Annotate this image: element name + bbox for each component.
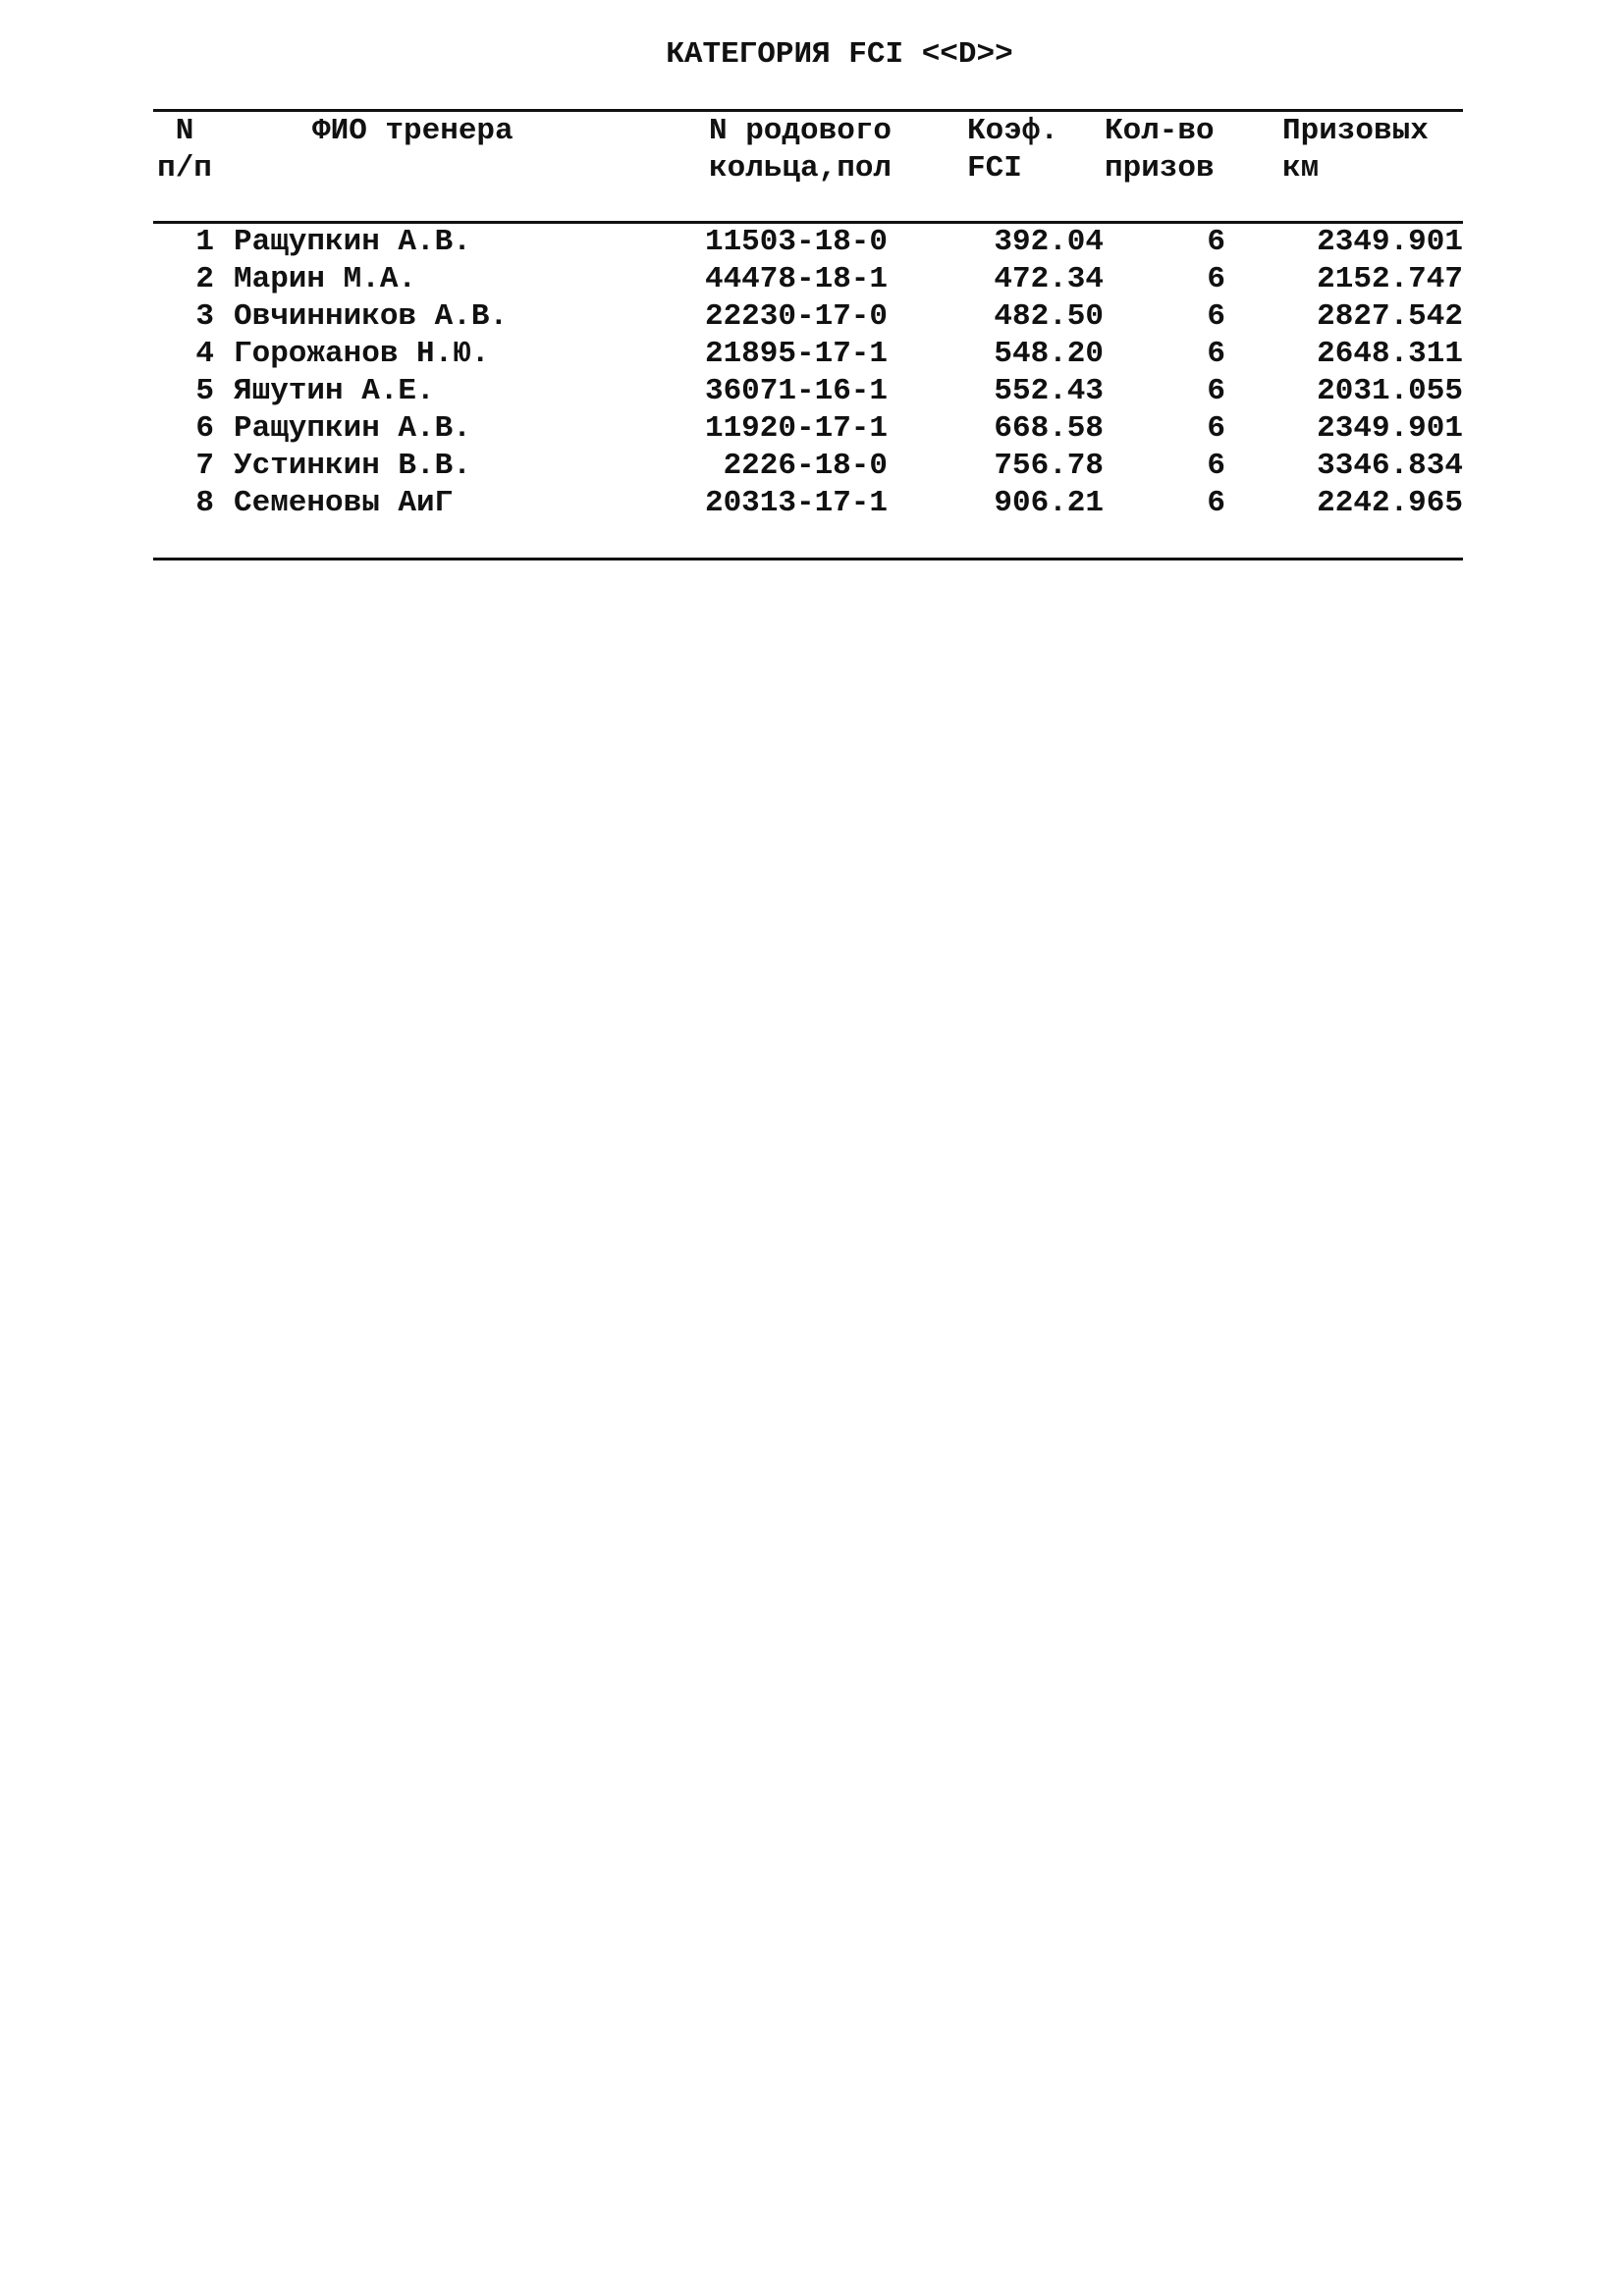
cell-prize-count: 6 — [1207, 262, 1225, 296]
table-body — [0, 224, 1624, 522]
cell-fci-coefficient: 482.50 — [994, 299, 1104, 334]
table-row — [0, 373, 1624, 410]
header-prize-count: Кол-во призов — [1105, 114, 1215, 186]
cell-ring-number: 21895-17-1 — [704, 337, 888, 371]
cell-ring-number: 11503-18-0 — [704, 225, 888, 259]
cell-trainer-name: Ращупкин А.В. — [234, 411, 471, 446]
cell-number: 3 — [195, 299, 214, 334]
cell-prize-km: 3346.834 — [1317, 449, 1463, 483]
table-row — [0, 448, 1624, 485]
cell-ring-number: 11920-17-1 — [704, 411, 888, 446]
cell-prize-km: 2152.747 — [1317, 262, 1463, 296]
table-bottom-rule — [153, 558, 1463, 561]
cell-trainer-name: Овчинников А.В. — [234, 299, 509, 334]
cell-number: 4 — [195, 337, 214, 371]
cell-number: 2 — [195, 262, 214, 296]
header-ring-number: N родового кольца,пол — [709, 114, 893, 186]
cell-fci-coefficient: 668.58 — [994, 411, 1104, 446]
cell-number: 1 — [195, 225, 214, 259]
header-prize-km: Призовых км — [1282, 114, 1429, 186]
cell-fci-coefficient: 548.20 — [994, 337, 1104, 371]
cell-number: 8 — [195, 486, 214, 520]
table-row — [0, 224, 1624, 261]
cell-prize-km: 2648.311 — [1317, 337, 1463, 371]
cell-ring-number: 20313-17-1 — [704, 486, 888, 520]
cell-fci-coefficient: 472.34 — [994, 262, 1104, 296]
cell-prize-count: 6 — [1207, 299, 1225, 334]
cell-trainer-name: Горожанов Н.Ю. — [234, 337, 490, 371]
cell-trainer-name: Семеновы АиГ — [234, 486, 454, 520]
cell-fci-coefficient: 392.04 — [994, 225, 1104, 259]
table-row — [0, 336, 1624, 373]
cell-ring-number: 22230-17-0 — [704, 299, 888, 334]
cell-fci-coefficient: 906.21 — [994, 486, 1104, 520]
cell-trainer-name: Марин М.А. — [234, 262, 417, 296]
cell-trainer-name: Устинкин В.В. — [234, 449, 471, 483]
cell-prize-count: 6 — [1207, 411, 1225, 446]
cell-number: 5 — [195, 374, 214, 408]
table-row — [0, 410, 1624, 448]
cell-prize-km: 2349.901 — [1317, 411, 1463, 446]
table-row — [0, 485, 1624, 522]
cell-number: 7 — [195, 449, 214, 483]
cell-trainer-name: Яшутин А.Е. — [234, 374, 435, 408]
cell-number: 6 — [195, 411, 214, 446]
cell-prize-count: 6 — [1207, 449, 1225, 483]
cell-fci-coefficient: 552.43 — [994, 374, 1104, 408]
cell-prize-km: 2242.965 — [1317, 486, 1463, 520]
cell-ring-number: 2226-18-0 — [723, 449, 888, 483]
header-number: N п/п — [157, 114, 212, 186]
cell-prize-km: 2827.542 — [1317, 299, 1463, 334]
cell-trainer-name: Ращупкин А.В. — [234, 225, 471, 259]
cell-prize-km: 2031.055 — [1317, 374, 1463, 408]
cell-prize-count: 6 — [1207, 374, 1225, 408]
cell-fci-coefficient: 756.78 — [994, 449, 1104, 483]
table-row — [0, 261, 1624, 298]
cell-ring-number: 36071-16-1 — [704, 374, 888, 408]
cell-prize-km: 2349.901 — [1317, 225, 1463, 259]
cell-prize-count: 6 — [1207, 337, 1225, 371]
table-top-rule — [153, 109, 1463, 112]
cell-ring-number: 44478-18-1 — [704, 262, 888, 296]
cell-prize-count: 6 — [1207, 225, 1225, 259]
page-title: КАТЕГОРИЯ FCI <<D>> — [666, 37, 1013, 72]
header-trainer-name: ФИО тренера — [312, 114, 514, 148]
table-row — [0, 298, 1624, 336]
cell-prize-count: 6 — [1207, 486, 1225, 520]
header-fci-coefficient: Коэф. FCI — [967, 114, 1059, 186]
